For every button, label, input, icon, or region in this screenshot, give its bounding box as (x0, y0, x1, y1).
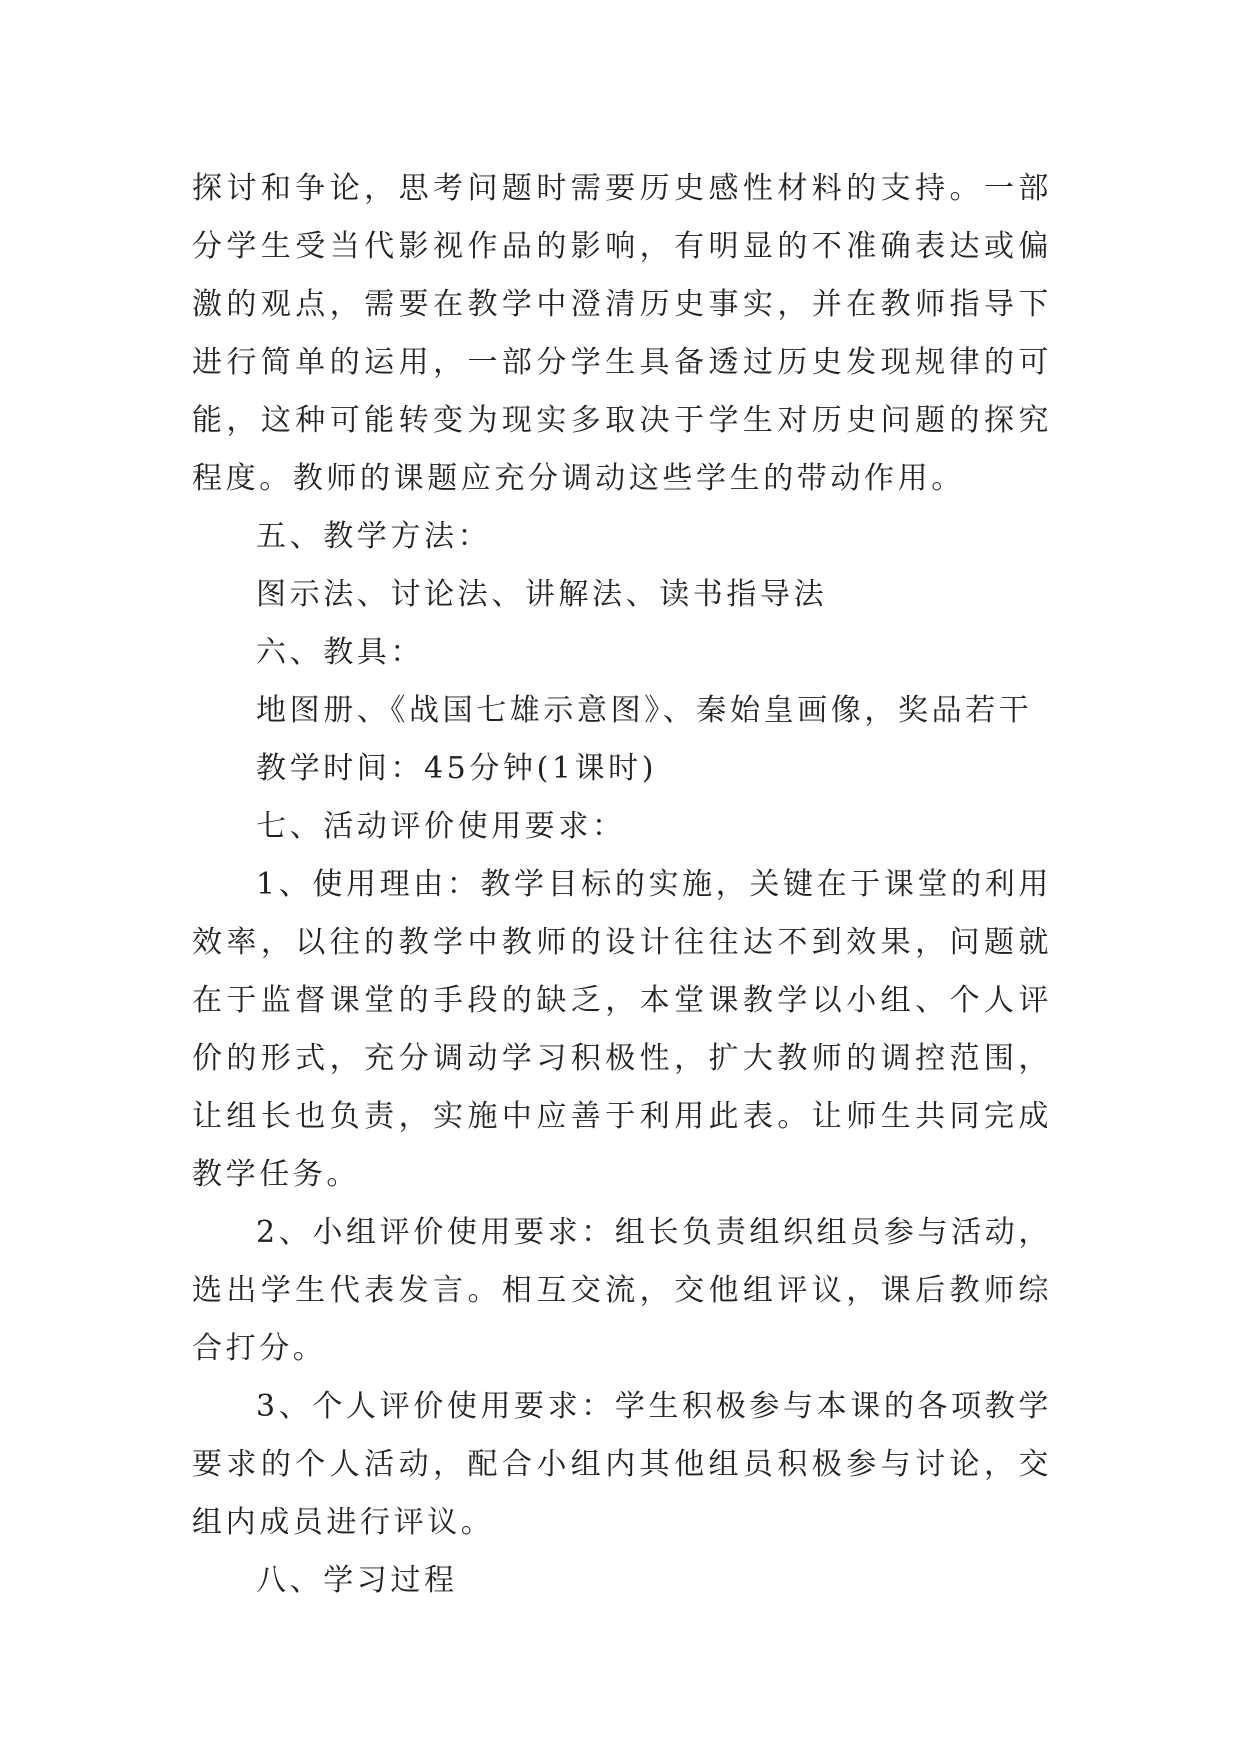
intro-paragraph: 探讨和争论，思考问题时需要历史感性材料的支持。一部分学生受当代影视作品的影响，有明显的不准确表达或偏激的观点，需要在教学中澄清历史事实，并在教师指导下进行简单的运用，一部分学生具备透过历史发现规律的可能，这种可能转变为现实多取决于学生对历史问题的探究程度。教师的课题应充分调动这些学生的带动作用。 (192, 171, 1052, 496)
teaching-methods-text: 图示法、讨论法、讲解法、读书指导法 (256, 577, 828, 612)
evaluation-item-1: 1、使用理由：教学目标的实施，关键在于课堂的利用效率，以往的教学中教师的设计往往达不到效果，问题就在于监督课堂的手段的缺乏，本堂课教学以小组、个人评价的形式，充分调动学习积极性，扩大教师的调控范围，让组长也负责，实施中应善于利用此表。让师生共同完成教学任务。 (192, 867, 1052, 1192)
teaching-aids-text: 地图册、《战国七雄示意图》、秦始皇画像，奖品若干 (256, 693, 1033, 728)
evaluation-item-3: 3、个人评价使用要求：学生积极参与本课的各项教学要求的个人活动，配合小组内其他组员积极参与讨论，交组内成员进行评议。 (192, 1389, 1052, 1540)
section-heading-teaching-aids: 六、教具： (256, 635, 424, 670)
section-heading-teaching-methods: 五、教学方法： (256, 519, 492, 554)
teaching-time-text: 教学时间：45分钟(1课时) (256, 751, 658, 786)
evaluation-item-2: 2、小组评价使用要求：组长负责组织组员参与活动，选出学生代表发言。相互交流，交他组评议，课后教师综合打分。 (192, 1215, 1052, 1366)
document-body (192, 160, 1052, 1610)
section-heading-activity-evaluation: 七、活动评价使用要求： (256, 809, 626, 844)
section-heading-learning-process: 八、学习过程 (256, 1563, 458, 1598)
